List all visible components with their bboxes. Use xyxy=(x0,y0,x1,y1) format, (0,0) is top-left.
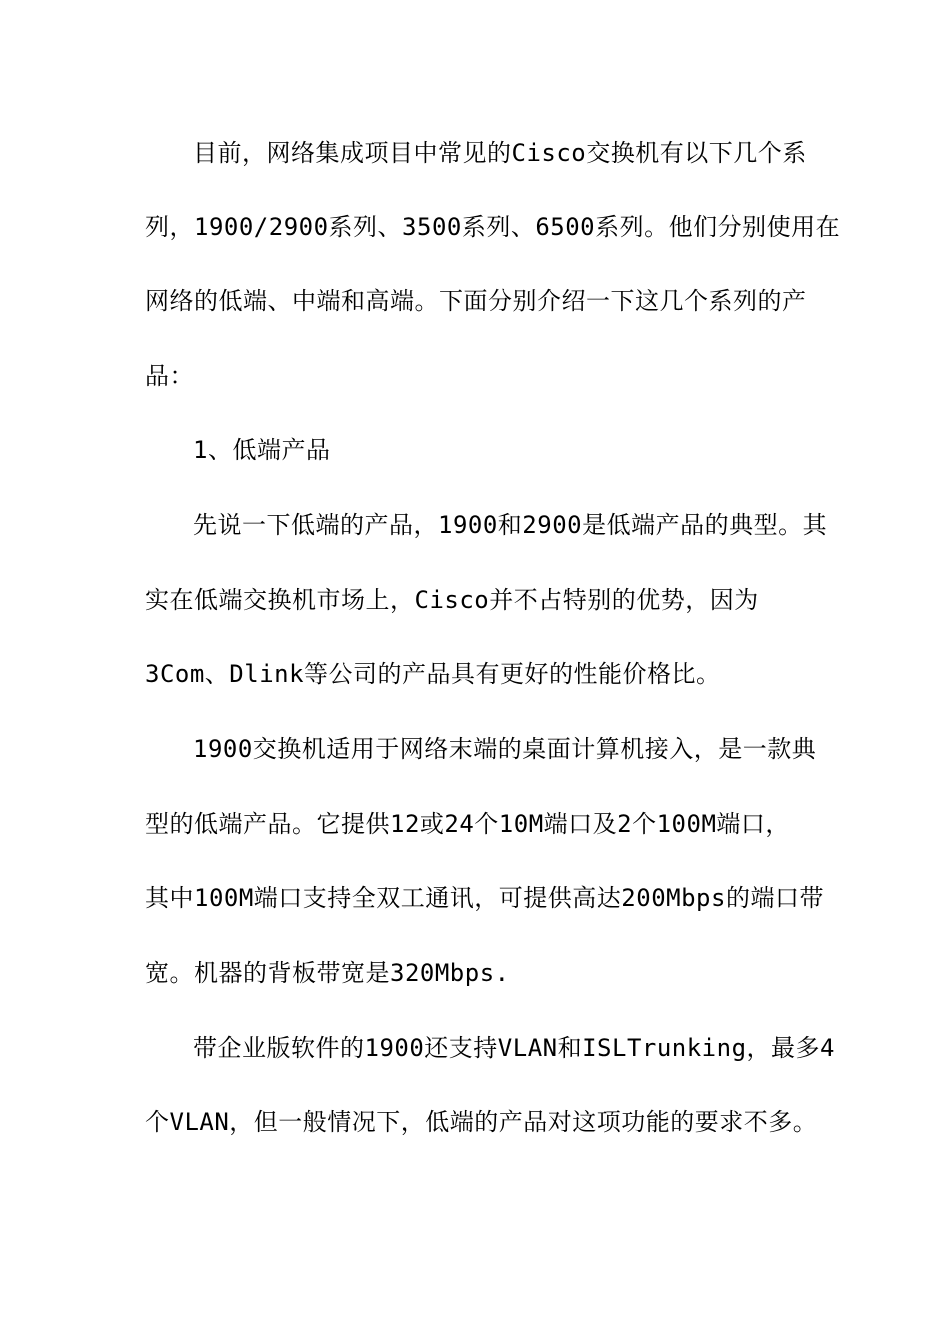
section-heading: 1、低端产品 xyxy=(193,436,331,464)
paragraph-2-line-1: 先说一下低端的产品，1900和2900是低端产品的典型。其 xyxy=(193,511,828,539)
paragraph-1-line-3: 网络的低端、中端和高端。下面分别介绍一下这几个系列的产 xyxy=(145,287,807,315)
paragraph-3-line-3: 其中100M端口支持全双工通讯，可提供高达200Mbps的端口带 xyxy=(145,884,824,912)
paragraph-4-line-2: 个VLAN，但一般情况下，低端的产品对这项功能的要求不多。 xyxy=(145,1108,818,1136)
paragraph-3-line-4: 宽。机器的背板带宽是320Mbps. xyxy=(145,959,510,987)
paragraph-1-line-2: 列，1900/2900系列、3500系列、6500系列。他们分别使用在 xyxy=(145,213,841,241)
paragraph-2-line-2: 实在低端交换机市场上，Cisco并不占特别的优势，因为 xyxy=(145,586,759,614)
paragraph-1-line-1: 目前，网络集成项目中常见的Cisco交换机有以下几个系 xyxy=(193,139,807,167)
paragraph-3-line-1: 1900交换机适用于网络末端的桌面计算机接入，是一款典 xyxy=(193,735,817,763)
paragraph-1-line-4: 品： xyxy=(145,362,194,390)
paragraph-3-line-2: 型的低端产品。它提供12或24个10M端口及2个100M端口， xyxy=(145,810,790,838)
paragraph-4-line-1: 带企业版软件的1900还支持VLAN和ISLTrunking，最多4 xyxy=(193,1034,835,1062)
paragraph-2-line-3: 3Com、Dlink等公司的产品具有更好的性能价格比。 xyxy=(145,660,721,688)
